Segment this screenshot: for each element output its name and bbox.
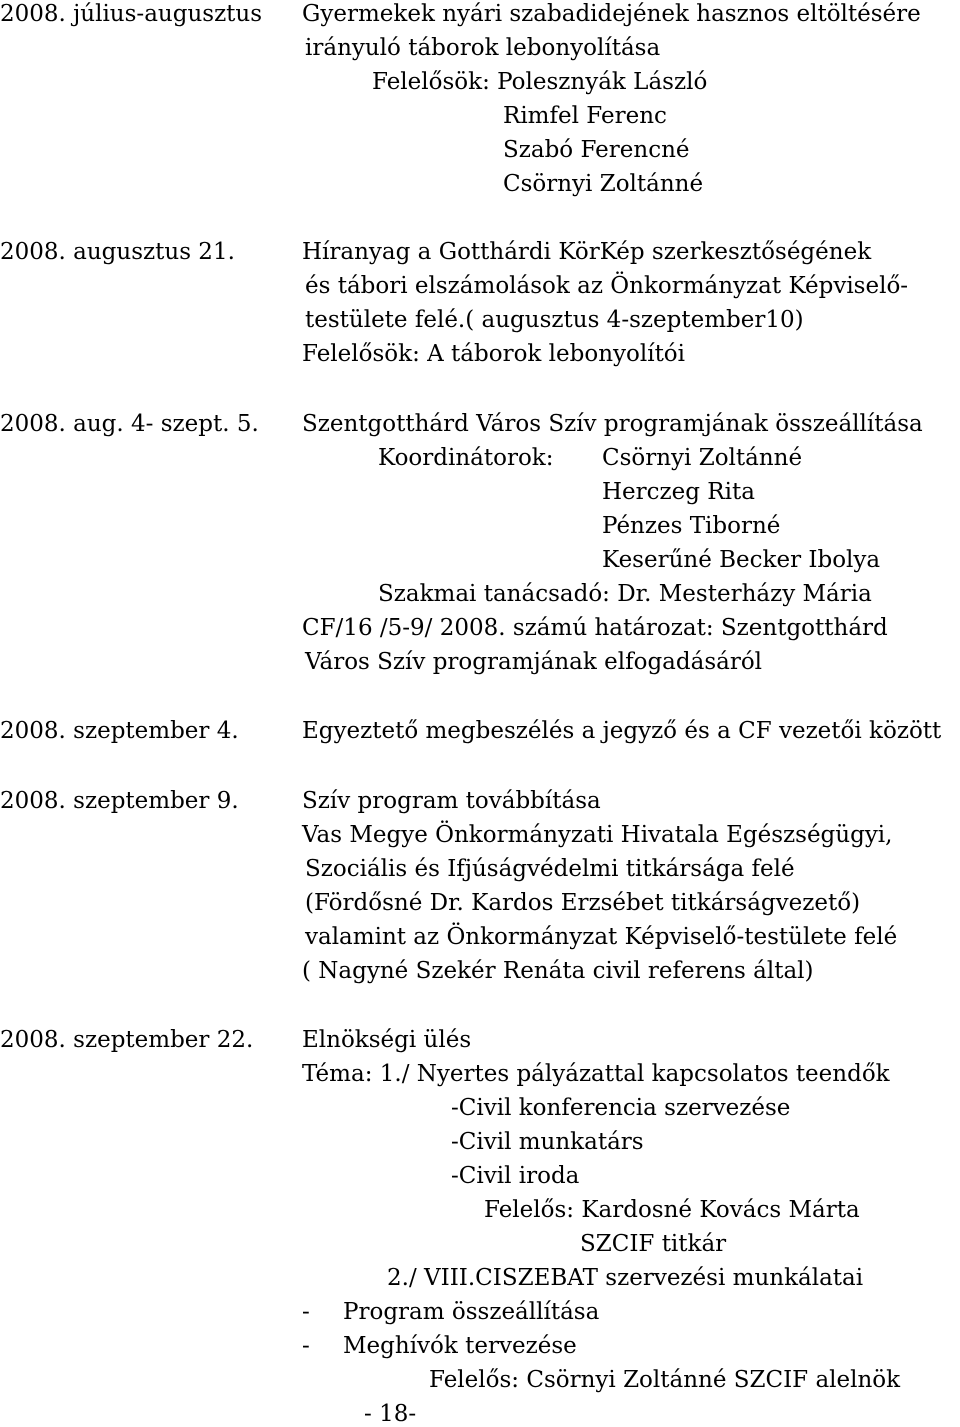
entry-text-line: Szakmai tanácsadó: Dr. Mesterházy Mária <box>378 581 872 607</box>
coordinator-name: Keserűné Becker Ibolya <box>602 547 881 573</box>
entry-text-line: Vas Megye Önkormányzati Hivatala Egészségügyi, <box>302 822 893 848</box>
entry-text-line: Elnökségi ülés <box>302 1027 472 1053</box>
coordinator-name: Herczeg Rita <box>602 479 755 505</box>
entry-text-line: 2./ VIII.CISZEBAT szervezési munkálatai <box>387 1265 864 1291</box>
entry-date: 2008. aug. 4- szept. 5. <box>0 411 259 437</box>
coordinator-name: Pénzes Tiborné <box>602 513 781 539</box>
entry-text-line: Felelősök: Polesznyák László <box>372 69 708 95</box>
list-item-text: Program összeállítása <box>343 1299 600 1325</box>
agenda-subitem: -Civil iroda <box>451 1163 580 1189</box>
entry-text-line: és tábori elszámolások az Önkormányzat Képviselő- <box>305 273 909 299</box>
agenda-subitem: -Civil munkatárs <box>451 1129 644 1155</box>
coordinators-label: Koordinátorok: <box>378 445 554 471</box>
entry-text-line: testülete felé.( augusztus 4-szeptember10) <box>305 307 804 333</box>
entry-date: 2008. szeptember 4. <box>0 718 239 744</box>
entry-text-line: (Fördősné Dr. Kardos Erzsébet titkárságvezető) <box>305 890 861 916</box>
entry-text-line: Felelősök: A táborok lebonyolítói <box>302 341 686 367</box>
entry-text-line: Szabó Ferencné <box>503 137 690 163</box>
entry-date: 2008. augusztus 21. <box>0 239 235 265</box>
list-item-text: Meghívók tervezése <box>343 1333 577 1359</box>
entry-text-line: CF/16 /5-9/ 2008. számú határozat: Szentgotthárd <box>302 615 888 641</box>
entry-text-line: SZCIF titkár <box>580 1231 727 1257</box>
entry-text-line: valamint az Önkormányzat Képviselő-testülete felé <box>305 924 898 950</box>
entry-text-line: Téma: 1./ Nyertes pályázattal kapcsolatos teendők <box>302 1061 890 1087</box>
agenda-subitem: -Civil konferencia szervezése <box>451 1095 791 1121</box>
entry-text-line: irányuló táborok lebonyolítása <box>305 35 661 61</box>
entry-date: 2008. július-augusztus <box>0 1 263 27</box>
entry-text-line: Híranyag a Gotthárdi KörKép szerkesztőségének <box>302 239 872 265</box>
entry-text-line: Város Szív programjának elfogadásáról <box>305 649 763 675</box>
entry-text-line: Rimfel Ferenc <box>503 103 667 129</box>
entry-date: 2008. szeptember 9. <box>0 788 239 814</box>
list-dash: - <box>302 1299 310 1325</box>
entry-text-line: Felelős: Kardosné Kovács Márta <box>484 1197 860 1223</box>
entry-text-line: ( Nagyné Szekér Renáta civil referens által) <box>302 958 814 984</box>
entry-date: 2008. szeptember 22. <box>0 1027 254 1053</box>
entry-text-line: Csörnyi Zoltánné <box>503 171 704 197</box>
entry-text-line: Gyermekek nyári szabadidejének hasznos eltöltésére <box>302 1 921 27</box>
page-number: - 18- <box>364 1401 417 1427</box>
entry-text-line: Szentgotthárd Város Szív programjának összeállítása <box>302 411 923 437</box>
entry-text-line: Szociális és Ifjúságvédelmi titkársága felé <box>305 856 795 882</box>
coordinator-name: Csörnyi Zoltánné <box>602 445 803 471</box>
entry-text-line: Szív program továbbítása <box>302 788 601 814</box>
list-dash: - <box>302 1333 310 1359</box>
entry-text-line: Egyeztető megbeszélés a jegyző és a CF vezetői között <box>302 718 942 744</box>
entry-text-line: Felelős: Csörnyi Zoltánné SZCIF alelnök <box>429 1367 901 1393</box>
